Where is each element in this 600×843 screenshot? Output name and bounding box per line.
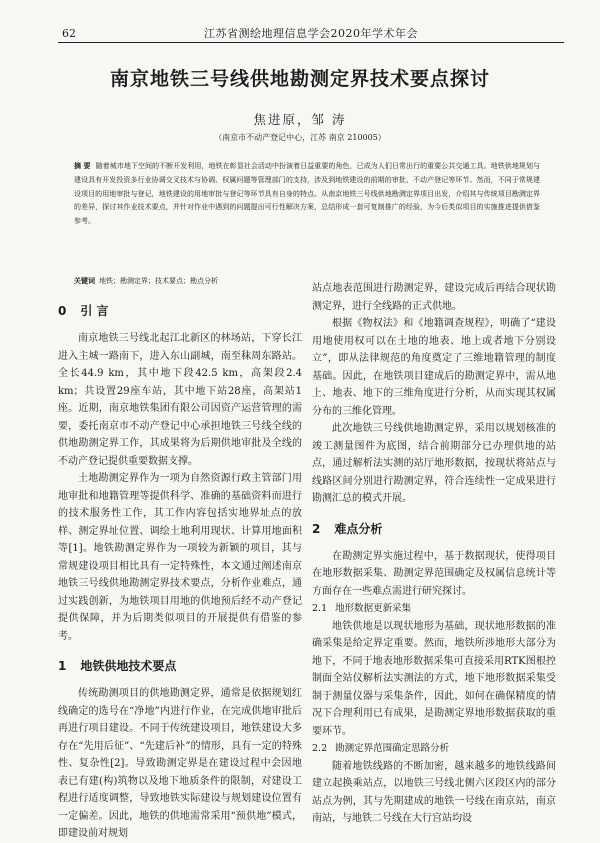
running-header: [58, 26, 564, 43]
journal-name: 江苏省测绘地理信息学会2020年学术年会: [204, 27, 418, 40]
paper-title: 南京地铁三号线供地勘测定界技术要点探讨: [109, 68, 490, 90]
paper-authors: 焦进原，邹 涛: [253, 112, 347, 127]
abstract: [74, 160, 540, 229]
paragraph: 南京地铁三号线北起江北新区的林场站，下穿长江进入主城一路南下，进入东山副城，南至秣周东路站。全长44.9 km，其中地下段42.5 km，高架段2.4 km；共设置29座车站，其中地下站28座，高架站1座。近期，南京地铁集团有限公司因资产运营管理的需要，委托南京市不动产登记中心承担地铁三号线全线的供地勘测定界工作，其成果将为后期供地审批及全线的不动产登记提供重要数据支撑。: [58, 333, 302, 467]
paragraph: 土地勘测定界作为一项为自然资源行政主管部门用地审批和地籍管理等提供科学、准确的基础资料而进行的技术服务性工作，其工作内容包括实地界址点的放样、测定界址位置、调绘土地利用现状、计算用地面积等[1]。地铁勘测定界作为一项较为新颖的项目，其与常规建设项目相比具有一定特殊性，本文通过阐述南京地铁三号线供地勘测定界技术要点，分析作业难点，通过实践创新，为地铁项目用地的供地预后经不动产登记提供保障，并为后期类似项目的开展提供有借鉴的参考。: [58, 473, 302, 642]
subsection-number: 2.1: [312, 603, 328, 614]
section-number: 2: [312, 521, 321, 536]
subsection-heading-2-1: [312, 600, 556, 618]
paragraph: 地铁供地是以现状地形为基础，现状地形数据的准确采集是给定界定重要。然而，地铁所涉地形大部分为地下，不同于地表地形数据采集可直接采用RTK图根控制面全站仪解析法实测法的方式，地下地形数据采集受制于测量仪器与采集条件，因此，如何在确保精度的情况下合理利用已有成果，是勘测定界地形数据获取的重要环节。: [312, 620, 556, 737]
paragraph: 根据《物权法》和《地籍调查规程》，明确了“建设用地使用权可以在土地的地表、地上或者地下分别设立”，即从法律规范的角度奠定了三维地籍管理的制度基础。因此，在地铁项目建成后的勘测定界中，需从地上、地表、地下的三维角度进行分析，从而实现其权属分布的三维化管理。: [312, 318, 556, 417]
abstract-text: 随着城市地下空间的不断开发利用，地铁在彰显社会活动中扮演着日益重要的角色，已成为人们日常出行的重要公共交通工具。地铁供地规划与建设具有开发投资多行业协调交叉技术与协调、权属问题等管理部门的支持，涉及到地铁建设的前期的审批、不动产登记等环节。然而，不同于常规建设项目的用地审批与登记，地铁建设的用地审批与登记等环节具有自身的特点。从南京地铁三号线供地勘测定界项目出发，介绍其与传统项目勘测定界的差异，探讨其作业技术要点，并针对作业中遇到的问题提出可行性解决方案，总结形成一套可复制推广的经验，为今后类似项目的实施推进提供借鉴参考。: [74, 162, 541, 226]
keywords-text: 地铁；勘测定界；技术要点；勘点分析: [99, 277, 218, 285]
paragraph: 此次地铁三号线供地勘测定界，采用以规划核准的竣工测量图件为底图，结合前期部分已办理供地的站点，通过解析法实测的站厅地形数据，按现状将站点与线路区间分别进行勘测定界，符合连续性一定成果进行勘测汇总的模式开展。: [312, 423, 556, 504]
right-column: [312, 280, 556, 824]
keywords-label: 关键词: [74, 277, 95, 285]
subsection-number: 2.2: [312, 743, 328, 754]
section-title: 引 言: [80, 304, 109, 318]
section-heading-2: [312, 520, 556, 538]
section-title: 难点分析: [334, 521, 383, 536]
section-number: 0: [58, 304, 67, 318]
paragraph: 传统勘测项目的供地勘测定界，通常是依据规划红线确定的选号在“净地”内进行作业，在完成供地审批后再进行项目建设。不同于传统建设项目，地铁建设大多存在“先用后征”、“先建后补”的情形，具有一定的特殊性、复杂性[2]。导致勘测定界是在建设过程中会因地表已有建(构)筑物以及地下地质条件的限制，对建设工程进行适度调整，导致地铁实际建设与规划建设位置有一定偏差。因此，地铁的供地需常采用“预供地”模式，即建设前对规划: [58, 688, 302, 839]
paragraph: 随着地铁线路的不断加密，越来越多的地铁线路间建立起换乘站点，以地铁三号线北侧六区段区内的部分站点为例，其与先期建成的地铁一号线在南京站，南京南站，与地铁二号线在大行宫站均设: [312, 760, 556, 824]
abstract-label: 摘 要: [74, 162, 91, 170]
left-column: [58, 290, 302, 839]
section-heading-intro: [58, 302, 302, 320]
subsection-heading-2-2: [312, 740, 556, 758]
section-title: 地铁供地技术要点: [80, 659, 177, 673]
paragraph: 在勘测定界实施过程中，基于数据现状，使得项目在地形数据采集、勘测定界范围确定及权属信息统计等方面存在一些难点需进行研究探讨。: [312, 550, 556, 597]
section-number: 1: [58, 659, 67, 673]
page-number: 62: [62, 27, 76, 40]
subsection-title: 地形数据更新采集: [335, 603, 412, 614]
paper-affiliation: （南京市不动产登记中心，江苏 南京 210005）: [214, 133, 386, 142]
paragraph: 站点地表范围进行勘测定界，建设完成后再结合现状勘测定界，进行全线路的正式供地。: [312, 283, 556, 312]
subsection-title: 勘测定界范围确定思路分析: [335, 743, 450, 754]
section-heading-1: [58, 657, 302, 675]
